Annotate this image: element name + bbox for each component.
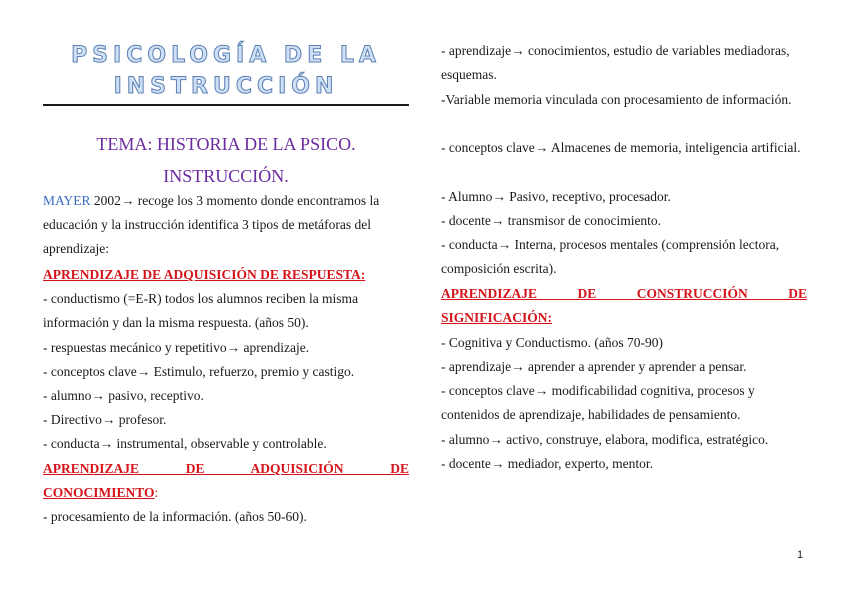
- list-item: - aprendizaje→ aprender a aprender y aprender a pensar.: [441, 359, 747, 374]
- section-heading-conocimiento-line-1: APRENDIZAJE DE ADQUISICIÓN DE: [43, 461, 409, 476]
- section-heading-significacion-line-1: APRENDIZAJE DE CONSTRUCCIÓN DE: [441, 286, 807, 301]
- list-item: - docente→ transmisor de conocimiento.: [441, 213, 662, 228]
- list-item: - aprendizaje→ conocimientos, estudio de variables mediadoras, esquemas.: [441, 43, 790, 82]
- intro-paragraph: [43, 189, 409, 261]
- list-item: - procesamiento de la información. (años 50-60).: [43, 509, 307, 524]
- list-item: -Variable memoria vinculada con procesamiento de información.: [441, 92, 792, 107]
- list-item: - conceptos clave→ Almacenes de memoria, inteligencia artificial.: [441, 140, 801, 155]
- author-name: MAYER: [43, 193, 91, 208]
- title-line-2: INSTRUCCIÓN: [113, 74, 339, 99]
- list-item: - alumno→ activo, construye, elabora, modifica, estratégico.: [441, 432, 769, 447]
- list-item: - conducta→ Interna, procesos mentales (comprensión lectora, composición escrita).: [441, 237, 780, 276]
- list-item: - respuestas mecánico y repetitivo→ aprendizaje.: [43, 340, 310, 355]
- document-title: [43, 40, 409, 102]
- topic-line-1: TEMA: HISTORIA DE LA PSICO.: [96, 134, 356, 154]
- intro-text: 2002→ recoge los 3 momento donde encontramos la educación y la instrucción identifica 3 tipos de metáforas del aprendizaje:: [43, 193, 380, 256]
- list-item: - conducta→ instrumental, observable y controlable.: [43, 436, 327, 451]
- section-heading-significacion-line-2: SIGNIFICACIÓN:: [441, 310, 553, 325]
- title-line-1: PSICOLOGÍA DE LA: [71, 43, 381, 68]
- heading-word: CONOCIMIENTO: [43, 485, 155, 500]
- topic-heading: [43, 128, 409, 192]
- list-item: - alumno→ pasivo, receptivo.: [43, 388, 204, 403]
- list-item: - conceptos clave→ Estimulo, refuerzo, premio y castigo.: [43, 364, 355, 379]
- list-item: - Directivo→ profesor.: [43, 412, 167, 427]
- title-divider: [43, 104, 409, 106]
- section-heading-conocimiento-line-2: [43, 481, 409, 505]
- page-number: 1: [797, 549, 804, 561]
- list-item: - Alumno→ Pasivo, receptivo, procesador.: [441, 189, 671, 204]
- section-heading-respuesta: APRENDIZAJE DE ADQUISICIÓN DE RESPUESTA:: [43, 267, 366, 282]
- topic-line-2: INSTRUCCIÓN.: [163, 166, 289, 186]
- list-item: - Cognitiva y Conductismo. (años 70-90): [441, 335, 663, 350]
- list-item: - conductismo (=E-R) todos los alumnos reciben la misma información y dan la misma respuesta. (años 50).: [43, 291, 359, 330]
- heading-colon: :: [154, 485, 159, 500]
- list-item: - conceptos clave→ modificabilidad cognitiva, procesos y contenidos de aprendizaje, habilidades de pensamiento.: [441, 383, 755, 422]
- list-item: - docente→ mediador, experto, mentor.: [441, 456, 654, 471]
